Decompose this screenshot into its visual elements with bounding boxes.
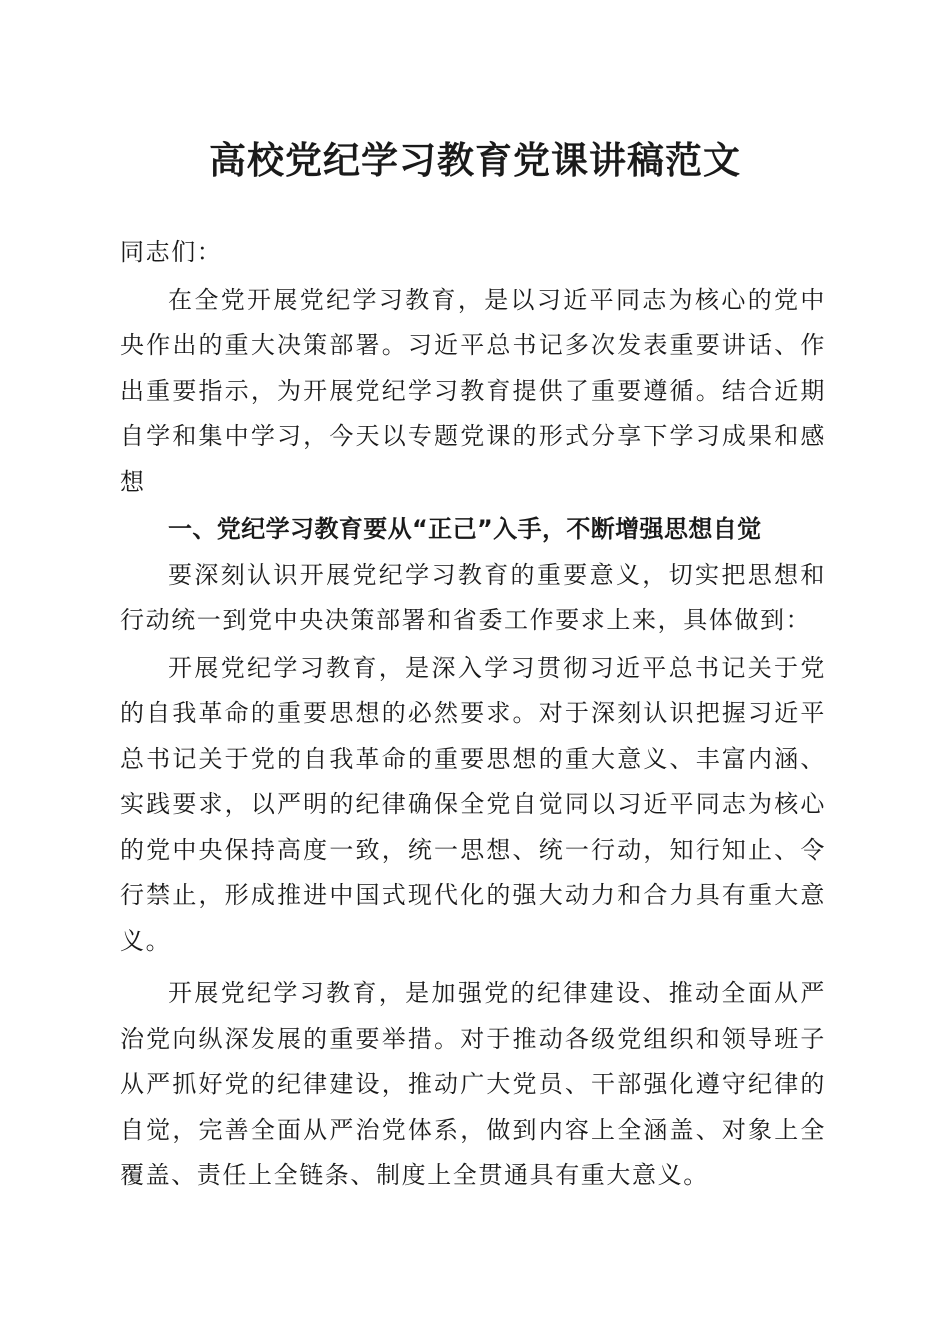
document-title: 高校党纪学习教育党课讲稿范文 xyxy=(209,138,741,182)
section-1-paragraph-2: 开展党纪学习教育，是深入学习贯彻习近平总书记关于党的自我革命的重要思想的必然要求。对于深刻认识把握习近平总书记关于党的自我革命的重要思想的重大意义、丰富内涵、实践要求，以严明的纪律确保全党自觉同以习近平同志为核心的党中央保持高度一致，统一思想、统一行动，知行知止、令行禁止，形成推进中国式现代化的强大动力和合力具有重大意义。 xyxy=(120,653,826,955)
intro-paragraph: 在全党开展党纪学习教育，是以习近平同志为核心的党中央作出的重大决策部署。习近平总书记多次发表重要讲话、作出重要指示，为开展党纪学习教育提供了重要遵循。结合近期自学和集中学习，今天以专题党课的形式分享下学习成果和感想 xyxy=(120,285,826,496)
section-1-paragraph-3: 开展党纪学习教育，是加强党的纪律建设、推动全面从严治党向纵深发展的重要举措。对于推动各级党组织和领导班子从严抓好党的纪律建设，推动广大党员、干部强化遵守纪律的自觉，完善全面从严治党体系，做到内容上全涵盖、对象上全覆盖、责任上全链条、制度上全贯通具有重大意义。 xyxy=(120,979,826,1189)
section-1-heading: 一、党纪学习教育要从“正己”入手，不断增强思想自觉 xyxy=(168,515,762,543)
salutation: 同志们： xyxy=(120,238,223,266)
document-body xyxy=(120,230,826,1199)
section-1-paragraph-1: 要深刻认识开展党纪学习教育的重要意义，切实把思想和行动统一到党中央决策部署和省委工作要求上来，具体做到： xyxy=(120,560,826,634)
